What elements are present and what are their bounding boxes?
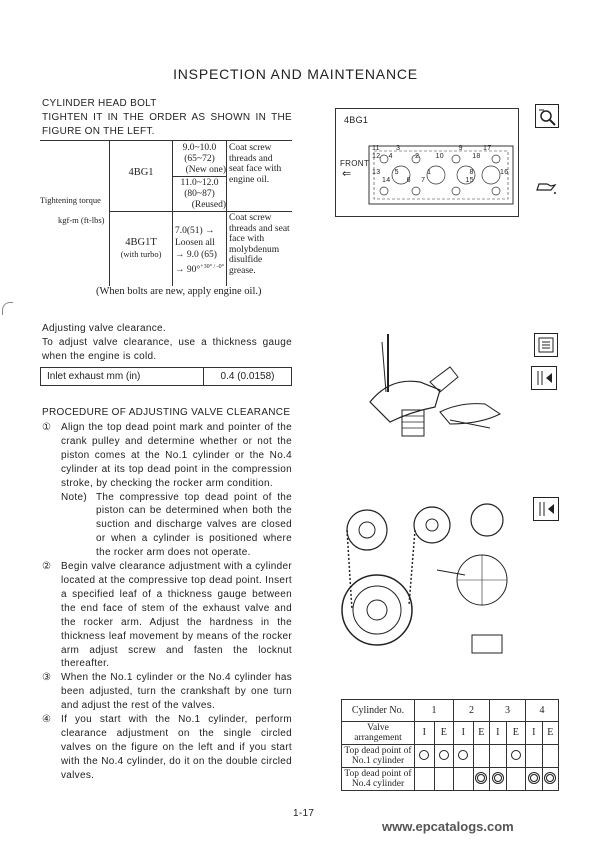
step1-text: Align the top dead point mark and pointer of the crank pulley and determine whether or not the piston comes at the No.1 cylinder or the No.4 cylinder at its top dead point in the compression stroke, by checking the rocker arm condition.	[61, 422, 292, 489]
bolt-num: 10	[435, 153, 444, 160]
valve-cell: E	[542, 722, 559, 745]
model-4bg1t-sub: (with turbo)	[120, 249, 162, 259]
valve-cell: I	[490, 722, 507, 745]
single-circle-mark	[434, 745, 454, 768]
circle-icon	[458, 750, 468, 760]
seq-step1: 7.0(51) →	[175, 226, 215, 236]
model-4bg1: 4BG1	[128, 167, 154, 178]
cylinder-head-heading: CYLINDER HEAD BOLT	[42, 98, 157, 109]
valve-adjust-illustration	[340, 332, 520, 442]
reused-label: (Reused)	[191, 200, 226, 210]
valve-cell: E	[473, 722, 490, 745]
empty-cell	[490, 745, 507, 768]
valve-cell: I	[454, 722, 474, 745]
double-circle-mark	[490, 768, 507, 791]
tdc-no4-label: Top dead point of No.4 cylinder	[342, 768, 415, 791]
coat-note-2: Coat screw threads and seat face with molybdenum disulfide grease.	[229, 213, 290, 276]
binding-mark	[2, 302, 13, 315]
bolt-num: 1	[427, 169, 432, 176]
bolt-num: 18	[472, 153, 481, 160]
valve-cell: I	[526, 722, 543, 745]
valve-clearance-table	[40, 367, 292, 386]
empty-cell	[454, 768, 474, 791]
torque-footnote: (When bolts are new, apply engine oil.)	[96, 286, 262, 297]
instruction-line1: TIGHTEN IT IN THE ORDER AS SHOWN IN THE	[42, 112, 292, 123]
step2-text: Begin valve clearance adjustment with a cylinder located at the compressive top dead point. Insert a specified leaf of a thickness gauge between the end face of stem of the exhaust valve and the rocker arm. Adjust the hardness in the thickness leaf movement by means of the rocker arm adjust screw and fasten the locknut thereafter.	[61, 561, 292, 670]
empty-cell	[434, 768, 454, 791]
circle-icon	[511, 750, 521, 760]
empty-cell	[473, 745, 490, 768]
page-title: INSPECTION AND MAINTENANCE	[173, 66, 418, 82]
double-circle-mark	[542, 768, 559, 791]
empty-cell	[542, 745, 559, 768]
gauge-icon-2	[533, 497, 559, 521]
bolt-num: 12	[372, 153, 381, 160]
double-circle-icon	[494, 774, 502, 782]
bolt-num: 4	[388, 153, 393, 160]
bolt-num: 6	[406, 177, 411, 184]
single-circle-mark	[454, 745, 474, 768]
empty-cell	[506, 768, 526, 791]
single-circle-mark	[415, 745, 435, 768]
valve-cell: E	[506, 722, 526, 745]
step3-number: ③	[42, 672, 52, 684]
single-circle-mark	[506, 745, 526, 768]
note-label: Note)	[61, 491, 87, 503]
cyl-num-4: 4	[526, 700, 559, 722]
bolt-num: 14	[382, 177, 391, 184]
cyl-num-1: 1	[415, 700, 454, 722]
new-torque-value: 9.0~10.0	[182, 143, 217, 153]
step3-text: When the No.1 cylinder or the No.4 cylinder has been adjusted, turn the crankshaft by one turn and adjust the rest of the valves.	[61, 672, 292, 712]
bolt-order-diagram	[335, 108, 519, 217]
new-torque-ftlbs: (65~72)	[184, 154, 215, 164]
seq-step4: → 90°	[175, 265, 201, 276]
double-circle-mark	[526, 768, 543, 791]
page-number: 1-17	[293, 808, 315, 819]
bolt-num: 2	[415, 153, 420, 160]
vc-line3: when the engine is cold.	[42, 351, 157, 362]
inspection-icon	[535, 104, 559, 128]
procedure-heading: PROCEDURE OF ADJUSTING VALVE CLEARANCE	[42, 407, 291, 418]
torque-label-2: kgf-m (ft-lbs)	[58, 215, 105, 225]
diagram-front-label: FRONT	[340, 159, 370, 168]
bolt-num: 3	[396, 145, 401, 152]
reused-torque-value: 11.0~12.0	[180, 178, 219, 188]
vc-line1: Adjusting valve clearance.	[42, 323, 166, 334]
tdc-no1-label: Top dead point of No.1 cylinder	[342, 745, 415, 768]
bolt-numbers	[372, 145, 517, 185]
double-circle-icon	[530, 774, 538, 782]
valve-arrangement-label: Valve arrangement	[342, 722, 415, 745]
cylinder-valve-table	[341, 699, 559, 791]
oil-can-icon	[533, 176, 559, 198]
circle-icon	[419, 750, 429, 760]
double-circle-icon	[546, 774, 554, 782]
cyl-num-3: 3	[490, 700, 526, 722]
torque-label-1: Tightening torque	[40, 195, 101, 205]
double-circle-icon	[477, 774, 485, 782]
bolt-num: 13	[372, 169, 381, 176]
vc-table-value: 0.4 (0.0158)	[204, 368, 292, 386]
bolt-num: 5	[394, 169, 399, 176]
seq-tolerance: +30° / -0°	[200, 264, 225, 270]
step4-number: ④	[42, 714, 52, 726]
reused-torque-ftlbs: (80~87)	[184, 189, 215, 199]
seq-step3: → 9.0 (65)	[175, 250, 217, 260]
bolt-num: 7	[421, 177, 426, 184]
new-label: (New one)	[185, 165, 226, 175]
torque-table	[40, 140, 292, 286]
bolt-num: 16	[500, 169, 509, 176]
coat-note-1: Coat screw threads and seat face with engine oil.	[229, 143, 282, 185]
valve-cell: I	[415, 722, 435, 745]
step4-text: If you start with the No.1 cylinder, perform clearance adjustment on the single circled valves on the figure on the left and if you start with the No.4 cylinder, do it on the double circled valves.	[61, 714, 292, 781]
bolt-num: 9	[458, 145, 463, 152]
seq-step2: Loosen all	[175, 238, 215, 248]
front-arrow-icon: ⇐	[342, 168, 352, 180]
model-4bg1t: 4BG1T	[125, 237, 157, 248]
vc-table-label: Inlet exhaust mm (in)	[41, 368, 204, 386]
valve-cell: E	[434, 722, 454, 745]
procedure-body	[42, 421, 292, 783]
watermark: www.epcatalogs.com	[382, 819, 514, 834]
bolt-num: 15	[465, 177, 474, 184]
bolt-num: 17	[483, 145, 492, 152]
gauge-icon	[531, 366, 557, 390]
manual-book-icon	[534, 333, 558, 357]
cyl-header: Cylinder No.	[342, 700, 415, 722]
instruction-line2: FIGURE ON THE LEFT.	[42, 126, 155, 137]
bolt-num: 8	[469, 169, 474, 176]
diagram-engine-label: 4BG1	[344, 115, 369, 125]
circle-icon	[439, 750, 449, 760]
bolt-num: 11	[372, 145, 380, 152]
empty-cell	[415, 768, 435, 791]
engine-front-illustration	[337, 475, 522, 660]
note-text: The compressive top dead point of the piston can be determined when both the suction and discharge valves are closed or when a cylinder is positioned where the rocker arm does not operate.	[96, 491, 292, 559]
double-circle-mark	[473, 768, 490, 791]
step1-number: ①	[42, 422, 52, 433]
vc-line2: To adjust valve clearance, use a thickness gauge	[42, 337, 292, 348]
cyl-num-2: 2	[454, 700, 490, 722]
empty-cell	[526, 745, 543, 768]
step2-number: ②	[42, 561, 52, 573]
